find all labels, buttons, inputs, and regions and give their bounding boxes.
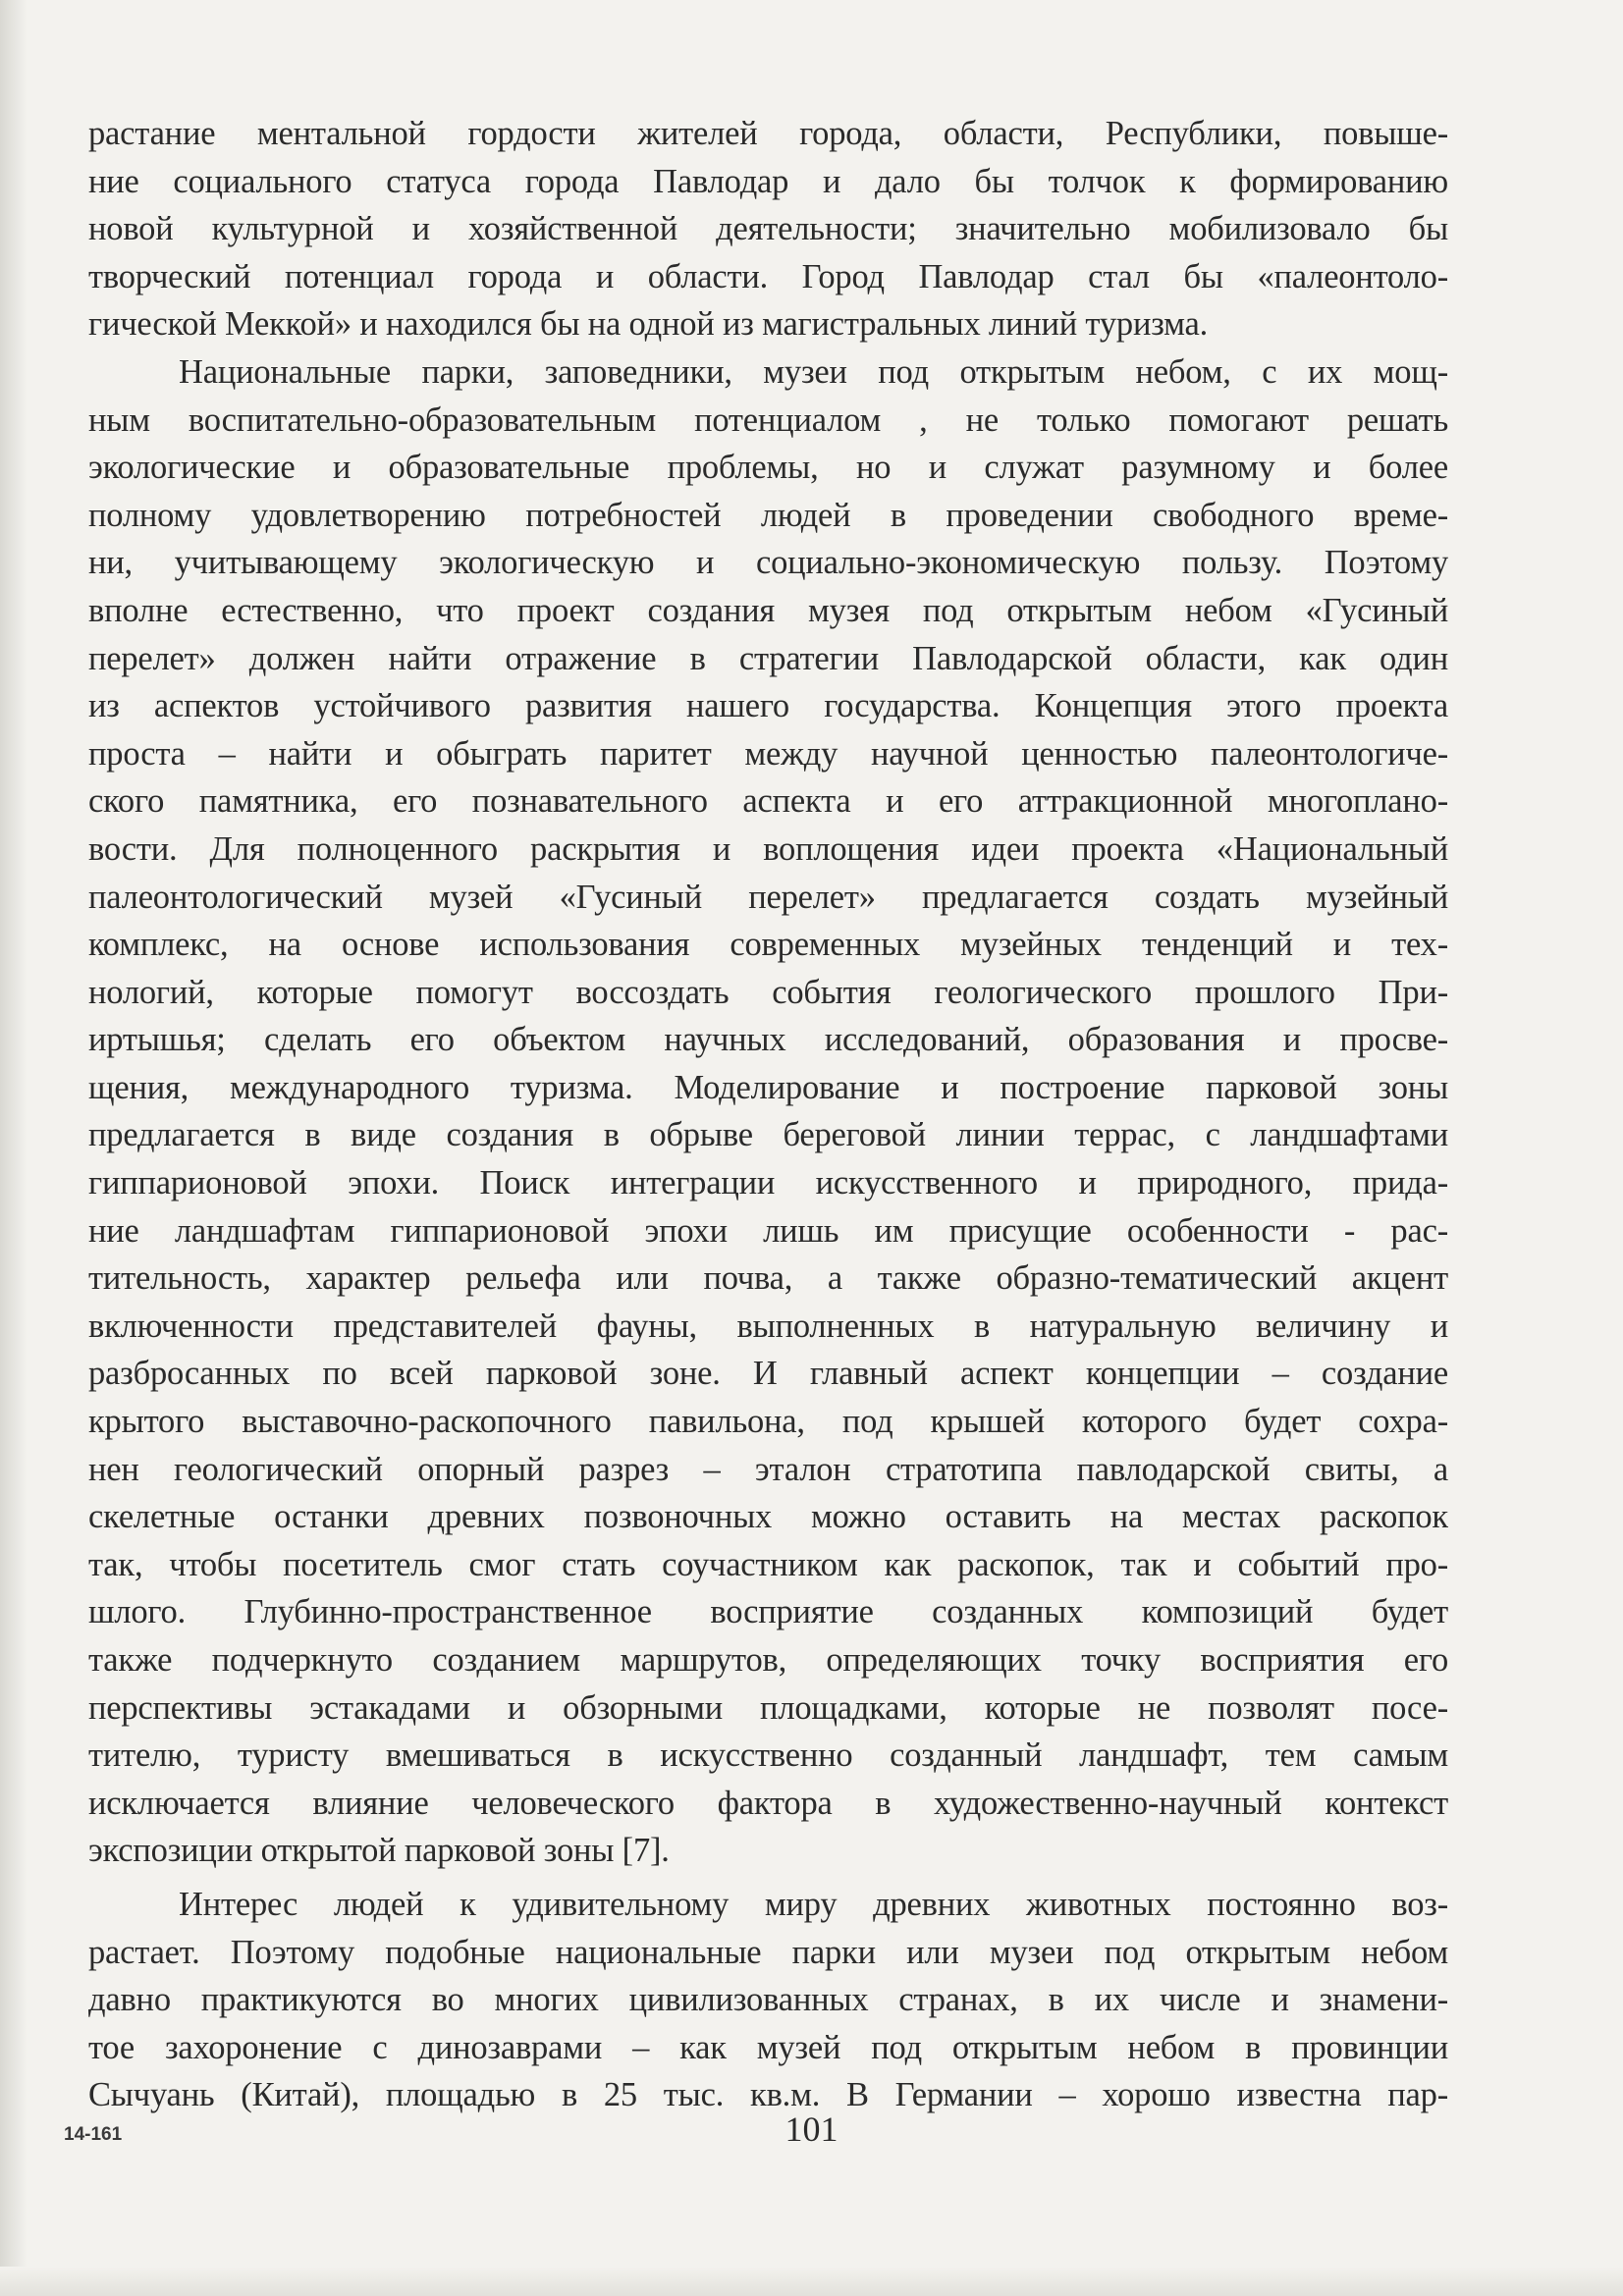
text-line: скелетные останки древних позвоночных можно оставить на местах раскопок — [88, 1498, 1448, 1536]
text-line: творческий потенциал города и области. Город Павлодар стал бы «палеонтоло- — [88, 257, 1448, 295]
text-line: щения, международного туризма. Моделирование и построение парковой зоны — [88, 1068, 1448, 1106]
paragraph-first-line: Национальные парки, заповедники, музеи под открытым небом, с их мощ- — [179, 352, 1448, 391]
text-line: ние социального статуса города Павлодар и дало бы толчок к формированию — [88, 162, 1448, 200]
text-line: разбросанных по всей парковой зоне. И главный аспект концепции – создание — [88, 1355, 1448, 1393]
text-line: иртышья; сделать его объектом научных исследований, образования и просве- — [88, 1021, 1448, 1059]
text-line: перспективы эстакадами и обзорными площадками, которые не позволят посе- — [88, 1688, 1448, 1727]
text-line: вости. Для полноценного раскрытия и воплощения идеи проекта «Национальный — [88, 829, 1448, 868]
text-line: перелет» должен найти отражение в стратегии Павлодарской области, как один — [88, 639, 1448, 677]
text-line: тителю, туристу вмешиваться в искусственно созданный ландшафт, тем самым — [88, 1736, 1448, 1775]
text-line: проста – найти и обыграть паритет между научной ценностью палеонтологиче- — [88, 734, 1448, 773]
text-line: предлагается в виде создания в обрыве береговой линии террас, с ландшафтами — [88, 1116, 1448, 1154]
text-line: включенности представителей фауны, выполненных в натуральную величину и — [88, 1307, 1448, 1345]
text-line: растает. Поэтому подобные национальные парки или музеи под открытым небом — [88, 1933, 1448, 1971]
text-line: гической Меккой» и находился бы на одной из магистральных линий туризма. — [88, 305, 1209, 344]
text-line: давно практикуются во многих цивилизованных странах, в их числе и знамени- — [88, 1981, 1448, 2019]
text-line: экологические и образовательные проблемы, но и служат разумному и более — [88, 449, 1448, 487]
text-line: из аспектов устойчивого развития нашего государства. Концепция этого проекта — [88, 687, 1448, 725]
text-line: гиппарионовой эпохи. Поиск интеграции искусственного и природного, прида- — [88, 1164, 1448, 1202]
text-line: полному удовлетворению потребностей людей в проведении свободного време- — [88, 496, 1448, 534]
text-line: шлого. Глубинно-пространственное восприятие созданных композиций будет — [88, 1593, 1448, 1631]
text-line: ние ландшафтам гиппарионовой эпохи лишь им присущие особенности - рас- — [88, 1211, 1448, 1250]
text-line: тительность, характер рельефа или почва, а также образно-тематический акцент — [88, 1259, 1448, 1298]
page-number: 101 — [784, 2109, 839, 2149]
text-line: новой культурной и хозяйственной деятельности; значительно мобилизовало бы — [88, 210, 1448, 248]
text-line: растание ментальной гордости жителей города, области, Республики, повыше- — [88, 115, 1448, 152]
printer-signature-mark: 14-161 — [64, 2124, 123, 2145]
scan-edge — [0, 2267, 1623, 2296]
body-text — [88, 110, 1448, 2119]
scan-edge — [0, 0, 27, 2296]
text-line: тое захоронение с динозаврами – как музей под открытым небом в провинции — [88, 2028, 1448, 2066]
text-line: палеонтологический музей «Гусиный перелет» предлагается создать музейный — [88, 878, 1448, 916]
text-line: также подчеркнуто созданием маршрутов, определяющих точку восприятия его — [88, 1641, 1448, 1679]
text-line: вполне естественно, что проект создания музея под открытым небом «Гусиный — [88, 591, 1448, 629]
text-line: исключается влияние человеческого фактора в художественно-научный контекст — [88, 1784, 1448, 1822]
text-line: комплекс, на основе использования современных музейных тенденций и тех- — [88, 926, 1448, 964]
text-line: ным воспитательно-образовательным потенциалом , не только помогают решать — [88, 400, 1448, 439]
text-line: нен геологический опорный разрез – эталон стратотипа павлодарской свиты, а — [88, 1450, 1448, 1488]
text-line: ни, учитывающему экологическую и социально-экономическую пользу. Поэтому — [88, 544, 1448, 582]
text-line: нологий, которые помогут воссоздать события геологического прошлого При- — [88, 973, 1448, 1011]
paragraph-first-line: Интерес людей к удивительному миру древних животных постоянно воз- — [179, 1885, 1448, 1923]
text-line: ского памятника, его познавательного аспекта и его аттракционной многоплано- — [88, 782, 1448, 821]
text-line: экспозиции открытой парковой зоны [7]. — [88, 1832, 670, 1870]
text-line: Сычуань (Китай), площадью в 25 тыс. кв.м. В Германии – хорошо известна пар- — [88, 2076, 1448, 2114]
text-line: так, чтобы посетитель смог стать соучастником как раскопок, так и событий про- — [88, 1545, 1448, 1583]
text-line: крытого выставочно-раскопочного павильона, под крышей которого будет сохра- — [88, 1403, 1448, 1441]
